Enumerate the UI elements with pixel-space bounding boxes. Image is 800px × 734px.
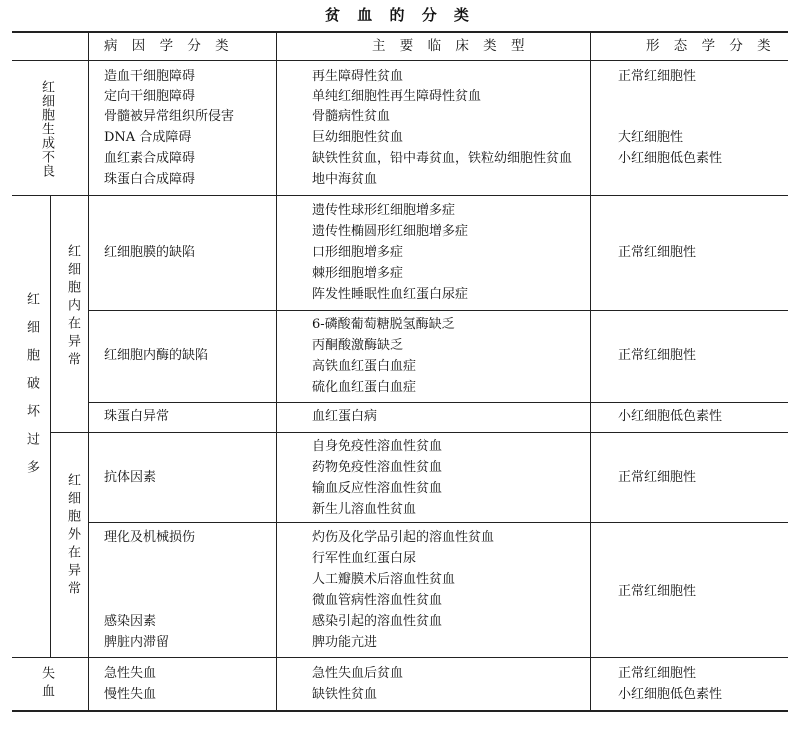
morphology-item: 小红细胞低色素性 [618,409,723,424]
morphology-item: 正常红细胞性 [618,584,697,599]
rule-group1-bottom [12,195,788,196]
clinical-item: 硫化血红蛋白血症 [312,380,417,395]
clinical-item: 骨髓病性贫血 [312,109,391,124]
rule-bottom [12,710,788,712]
clinical-item: 输血反应性溶血性贫血 [312,481,443,496]
rule-header-bottom [12,60,788,61]
clinical-item: 丙酮酸激酶缺乏 [312,338,404,353]
clinical-item: 脾功能亢进 [312,635,378,650]
morphology-item: 小红细胞低色素性 [618,151,723,166]
clinical-item: 药物免疫性溶血性贫血 [312,460,443,475]
cause-item: 定向干细胞障碍 [104,89,196,104]
group-label-production: 红细胞生成不良 [39,80,54,178]
clinical-item: 口形细胞增多症 [312,245,404,260]
morphology-item: 小红细胞低色素性 [618,687,723,702]
clinical-item: 新生儿溶血性贫血 [312,502,417,517]
clinical-item: 血红蛋白病 [312,409,378,424]
rule-row3-bottom [88,402,788,403]
clinical-item: 微血管病性溶血性贫血 [312,593,443,608]
rule-row2-bottom [88,310,788,311]
clinical-item: 遗传性椭圆形红细胞增多症 [312,224,469,239]
clinical-item: 人工瓣膜术后溶血性贫血 [312,572,456,587]
cause-item: 红细胞内酶的缺陷 [104,348,209,363]
group-label-destruction: 红细胞破坏过多 [24,292,39,488]
cause-item: 珠蛋白合成障碍 [104,172,196,187]
clinical-item: 再生障碍性贫血 [312,69,404,84]
cause-item: 脾脏内滞留 [104,635,170,650]
clinical-item: 高铁血红蛋白血症 [312,359,417,374]
clinical-item: 阵发性睡眠性血红蛋白尿症 [312,287,469,302]
clinical-item: 缺铁性贫血，铅中毒贫血，铁粒幼细胞性贫血 [312,151,573,166]
clinical-item: 急性失血后贫血 [312,666,404,681]
morphology-item: 正常红细胞性 [618,69,697,84]
clinical-item: 自身免疫性溶血性贫血 [312,439,443,454]
cause-item: 感染因素 [104,614,157,629]
rule-subgroup-divider [50,195,51,657]
morphology-item: 正常红细胞性 [618,348,697,363]
clinical-item: 灼伤及化学品引起的溶血性贫血 [312,530,495,545]
cause-item: 珠蛋白异常 [104,409,170,424]
clinical-item: 行军性血红蛋白尿 [312,551,417,566]
rule-row5-bottom [88,522,788,523]
cause-item: 造血干细胞障碍 [104,69,196,84]
rule-top [12,31,788,33]
subgroup-label-extrinsic: 红细胞外在异常 [65,473,80,599]
cause-item: DNA 合成障碍 [104,130,192,145]
cause-item: 理化及机械损伤 [104,530,196,545]
morphology-item: 正常红细胞性 [618,470,697,485]
rule-inner-outer-divider [50,432,788,433]
header-clinical: 主 要 临 床 类 型 [372,38,530,54]
cause-item: 血红素合成障碍 [104,151,196,166]
clinical-item: 遗传性球形红细胞增多症 [312,203,456,218]
morphology-item: 正常红细胞性 [618,245,697,260]
header-cause: 病 因 学 分 类 [104,38,234,54]
cause-item: 红细胞膜的缺陷 [104,245,196,260]
cause-item: 慢性失血 [104,687,157,702]
clinical-item: 缺铁性贫血 [312,687,378,702]
header-morphology: 形 态 学 分 类 [646,38,776,54]
rule-col-cause [88,31,89,710]
morphology-item: 正常红细胞性 [618,666,697,681]
rule-col-clinical [276,31,277,710]
subgroup-label-intrinsic: 红细胞内在异常 [65,244,80,370]
rule-group2-bottom [12,657,788,658]
rule-col-morph [590,31,591,710]
clinical-item: 地中海贫血 [312,172,378,187]
cause-item: 急性失血 [104,666,157,681]
table-title: 贫 血 的 分 类 [325,6,475,24]
clinical-item: 感染引起的溶血性贫血 [312,614,443,629]
cause-item: 骨髓被异常组织所侵害 [104,109,235,124]
clinical-item: 单纯红细胞性再生障碍性贫血 [312,89,482,104]
clinical-item: 棘形细胞增多症 [312,266,404,281]
morphology-item: 大红细胞性 [618,130,684,145]
clinical-item: 巨幼细胞性贫血 [312,130,404,145]
cause-item: 抗体因素 [104,470,157,485]
clinical-item: 6-磷酸葡萄糖脱氢酶缺乏 [312,317,455,332]
group-label-blood-loss: 失血 [39,666,54,702]
